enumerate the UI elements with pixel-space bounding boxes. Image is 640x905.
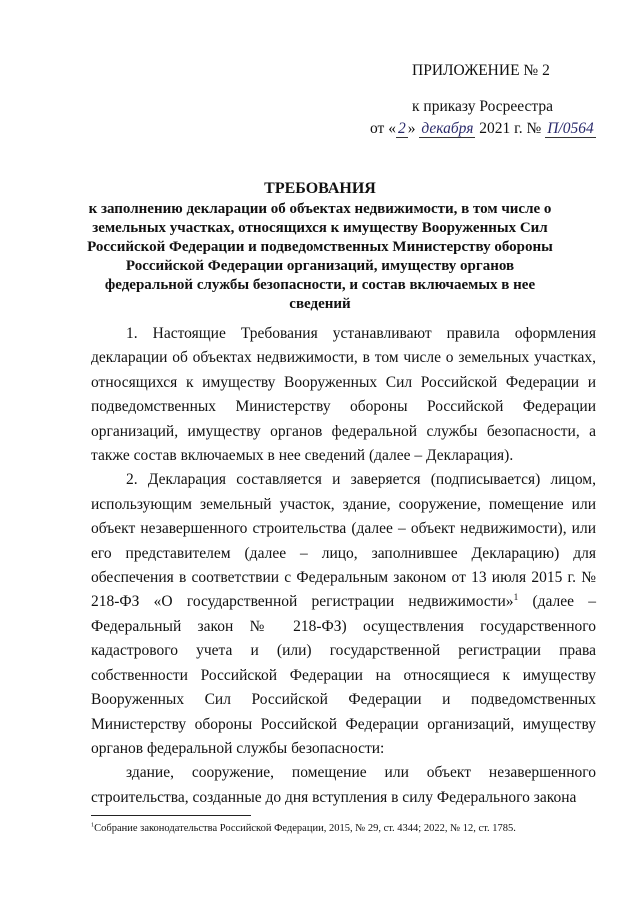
- footnote-text: Собрание законодательства Российской Федерации, 2015, № 29, ст. 4344; 2022, № 12, ст. 1785.: [94, 823, 516, 834]
- footnote: [91, 822, 596, 836]
- document-title: [85, 179, 555, 314]
- date-month: декабря: [421, 120, 474, 137]
- order-reference: к приказу Росреестра: [412, 98, 553, 115]
- title-subtitle: к заполнению декларации об объектах недвижимости, в том числе о земельных участках, относящихся к имуществу Вооруженных Сил Российской Федерации и подведомственных Министерству обороны Российской Федерации организаций, имуществу органов федеральной службы безопасности, и состав включаемых в нее сведений: [87, 201, 553, 312]
- document-body: [91, 322, 596, 810]
- paragraph-3: здание, сооружение, помещение или объект незавершенного строительства, созданные до дня вступления в силу Федерального закона: [91, 764, 596, 806]
- footnote-mark: 1: [91, 821, 95, 829]
- date-prefix: от «: [370, 120, 396, 137]
- title-main: ТРЕБОВАНИЯ: [264, 180, 376, 197]
- order-number: П/0564: [547, 120, 594, 137]
- paragraph-1: 1. Настоящие Требования устанавливают правила оформления декларации об объектах недвижимости, в том числе о земельных участках, относящихся к имуществу Вооруженных Сил Российской Федерации и подведомственных Министерству обороны Российской Федерации организаций, имуществу органов федеральной службы безопасности, а также состав включаемых в нее сведений (далее – Декларация).: [91, 325, 596, 465]
- paragraph-2-part-b: (далее – Федеральный закон № 218-ФЗ) осуществления государственного кадастрового учета и (или) государственной регистрации права собственности Российской Федерации на относящиеся к имуществу Вооруженных Сил Российской Федерации и подведомственных Министерству обороны Российской Федерации организаций, имуществу органов федеральной службы безопасности:: [91, 593, 597, 757]
- date-year: 2021 г. №: [475, 120, 546, 137]
- appendix-label: ПРИЛОЖЕНИЕ № 2: [412, 62, 550, 79]
- date-mid: »: [407, 120, 420, 137]
- footnote-reference: 1: [513, 593, 519, 604]
- paragraph-2: [91, 468, 596, 761]
- paragraph-2-part-a: 2. Декларация составляется и заверяется (подписывается) лицом, использующим земельный участок, здание, сооружение, помещение или объект незавершенного строительства (далее – объект недвижимости), или его представителем (далее – лицо, заполнившее Декларацию) для обеспечения в соответствии с Федеральным законом от 13 июля 2015 г. № 218-ФЗ «О государственной регистрации недвижимости»: [91, 471, 596, 611]
- appendix-header: [360, 60, 610, 140]
- date-day: 2: [397, 120, 406, 137]
- order-date-line: [360, 118, 610, 140]
- footnote-separator: [91, 815, 251, 816]
